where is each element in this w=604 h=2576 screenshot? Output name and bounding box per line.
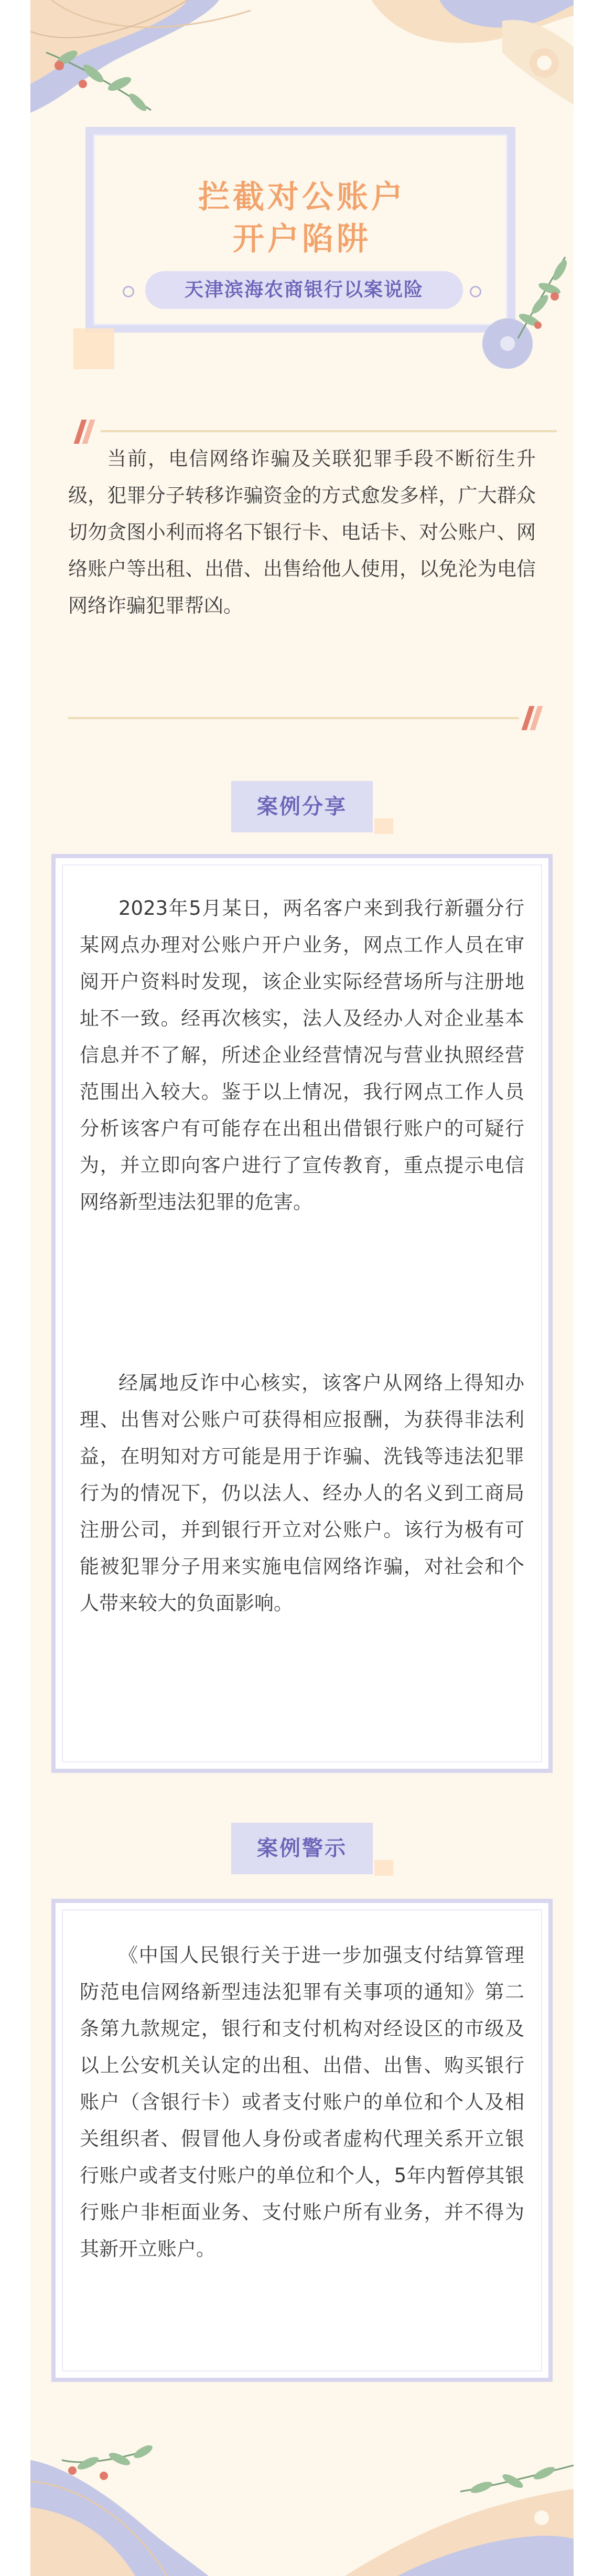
subtitle-left-dot (123, 286, 134, 297)
intro-top-rule (101, 430, 557, 432)
case-warning-paragraph: 《中国人民银行关于进一步加强支付结算管理防范电信网络新型违法犯罪有关事项的通知》第二条第九款规定，银行和支付机构对经设区的市级及以上公安机关认定的出租、出借、出售、购买银行账户（含银行卡）或者支付账户的单位和个人及相关组织者、假冒他人身份或者虚构代理关系开立银行账户或者支付账户的单位和个人，5年内暂停其银行账户非柜面业务、支付账户所有业务，并不得为其新开立账户。 (80, 1944, 524, 2260)
article-page (30, 0, 574, 2576)
title-square-decoration (73, 328, 114, 369)
case-share-label: 案例分享 (231, 781, 373, 832)
case-warning-label: 案例警示 (231, 1823, 373, 1874)
intro-bottom-rule (68, 717, 519, 719)
page-title-line1: 拦截对公账户 (198, 179, 406, 216)
top-decoration (30, 0, 574, 126)
bottom-decoration (30, 2444, 574, 2576)
case-share-paragraph-2: 经属地反诈中心核实，该客户从网络上得知办理、出售对公账户可获得相应报酬，为获得非法利益，在明知对方可能是用于诈骗、洗钱等违法犯罪行为的情况下，仍以法人、经办人的名义到工商局注册公司，并到银行开立对公账户。该行为极有可能被犯罪分子用来实施电信网络诈骗，对社会和个人带来较大的负面影响。 (80, 1372, 524, 1615)
right-leaf-decoration (471, 247, 574, 372)
intro-paragraph: 当前，电信网络诈骗及关联犯罪手段不断衍生升级，犯罪分子转移诈骗资金的方式愈发多样，广大群众切勿贪图小利而将名下银行卡、电话卡、对公账户、网络账户等出租、出借、出售给他人使用，以免沦为电信网络诈骗犯罪帮凶。 (68, 447, 536, 617)
case-warning-accent (374, 1860, 393, 1876)
case-share-accent (374, 818, 393, 834)
case-share-paragraph-1: 2023年5月某日，两名客户来到我行新疆分行某网点办理对公账户开户业务，网点工作人员在审阅开户资料时发现，该企业实际经营场所与注册地址不一致。经再次核实，法人及经办人对企业基本信息并不了解，所述企业经营情况与营业执照经营范围出入较大。鉴于以上情况，我行网点工作人员分析该客户有可能存在出租出借银行账户的可疑行为，并立即向客户进行了宣传教育，重点提示电信网络新型违法犯罪的危害。 (80, 897, 524, 1213)
subtitle-pill: 天津滨海农商银行以案说险 (145, 271, 463, 309)
page-title-line2: 开户陷阱 (233, 221, 371, 258)
